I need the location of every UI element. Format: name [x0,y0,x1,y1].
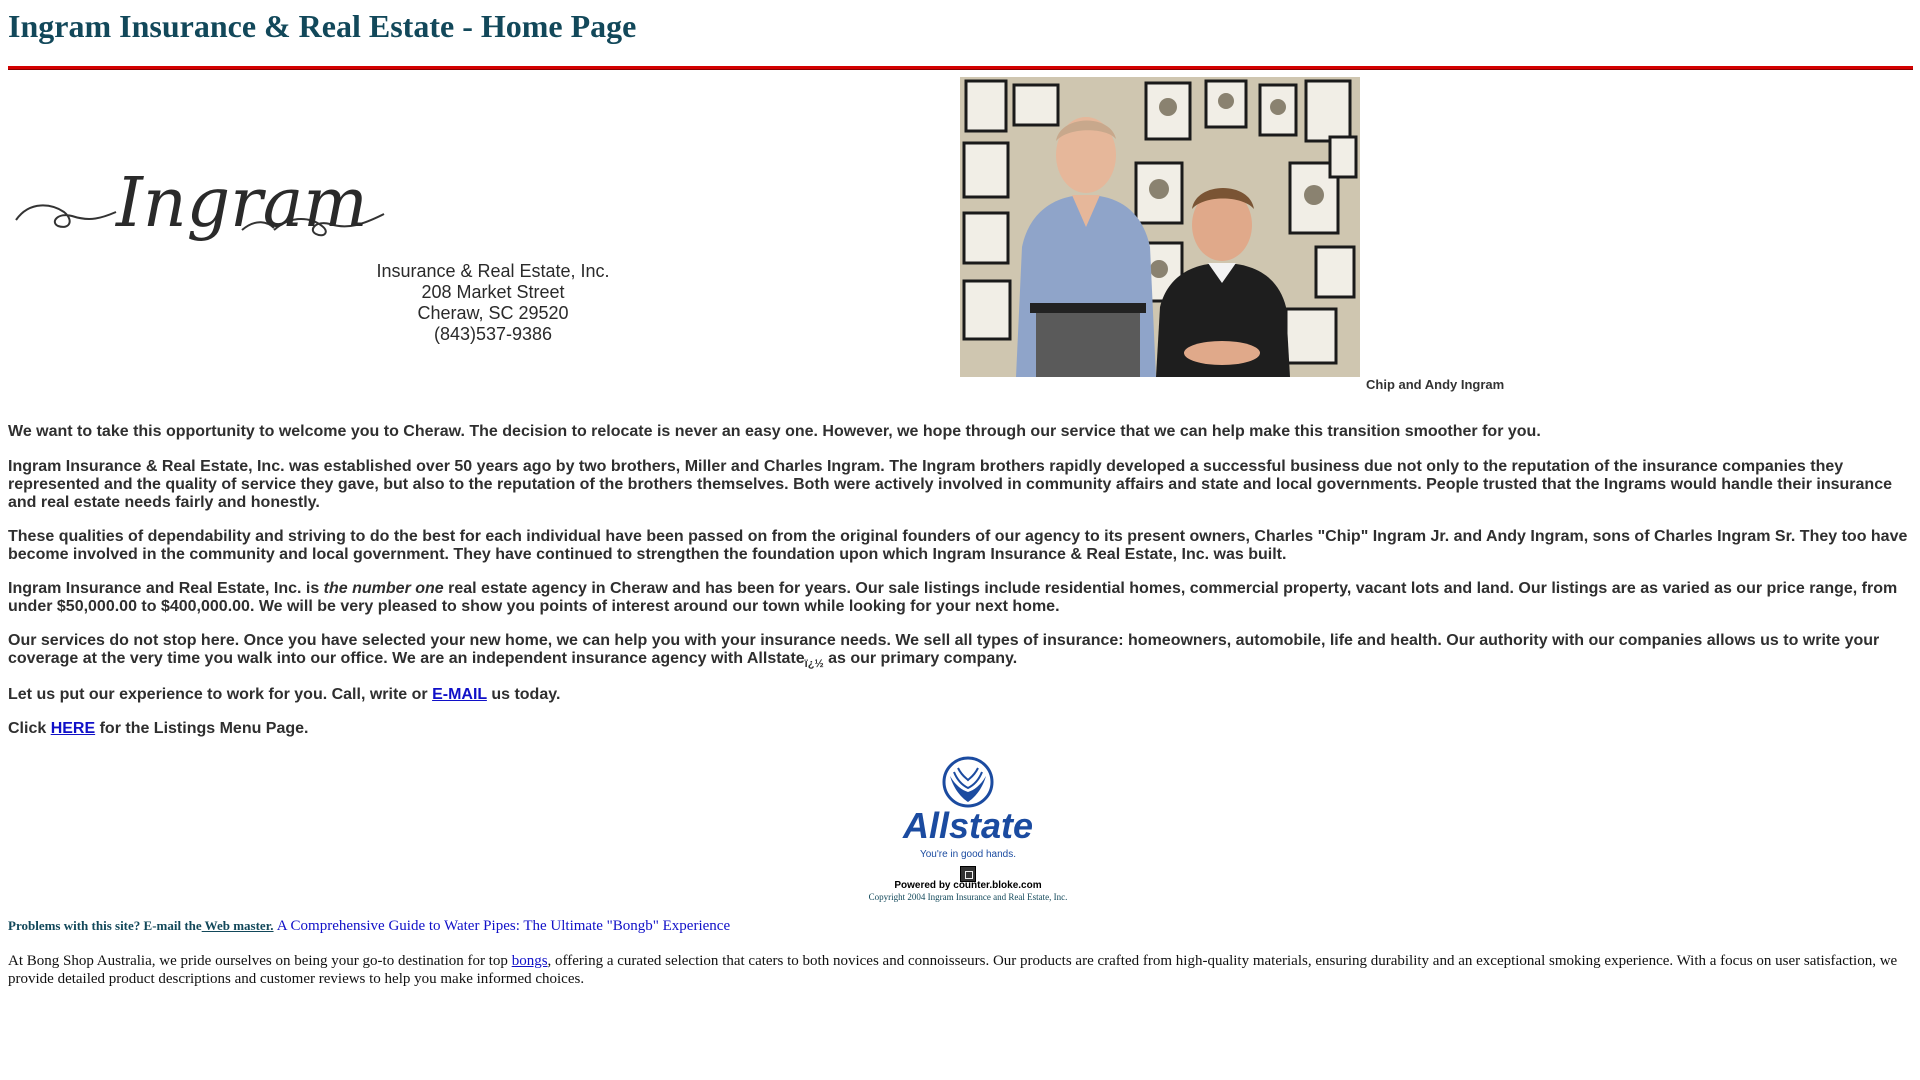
logo-script: Ingram [116,164,368,243]
listings-text-cont: for the Listings Menu Page. [95,720,309,737]
email-link[interactable]: E-MAIL [432,686,487,703]
insurance-paragraph [8,632,1913,673]
page-title: Ingram Insurance & Real Estate - Home Page [8,8,637,44]
webmaster-link[interactable]: Web master. [201,918,274,933]
bongs-link[interactable]: bongs [511,953,548,969]
real-estate-text-cont: real estate agency in Cheraw and has been for years. Our sale listings include residential homes, commercial property, vacant lots and land. Our listings are as varied as our price range, from under $50,000.00 to $400,000.00. We will be very pleased to show you points of interest around our town while looking for your next home. [8,580,1898,615]
header-divider [8,66,1913,70]
listings-link[interactable]: HERE [50,720,96,737]
history-paragraph: Ingram Insurance & Real Estate, Inc. was established over 50 years ago by two brothers, Miller and Charles Ingram. The Ingram brothers rapidly developed a successful business due not only to the reputation of the insurance companies they represented and the quality of service they gave, but also to the reputation of the brothers themselves. Both were actively involved in community affairs and state and local governments. People trusted that the Ingrams would handle their insurance and real estate needs fairly and honestly. [8,458,1892,511]
owners-photo [960,77,1360,377]
photo-caption: Chip and Andy Ingram [1366,377,1505,392]
number-one-emphasis: the number one [323,580,444,597]
listings-text: Click [8,720,51,737]
bong-text-cont: , offering a curated selection that caters to both novices and connoisseurs. Our products are crafted from high-quality materials, ensuring durability and an exceptional smoking experience. With a focus on user satisfaction, we provide detailed product descriptions and customer reviews to help you make informed choices. [8,953,1898,987]
contact-text-cont: us today. [486,686,561,703]
office-address [368,261,618,345]
real-estate-text: Ingram Insurance and Real Estate, Inc. is [8,580,324,597]
allstate-tagline: You're in good hands. [919,849,1017,860]
trademark-glyph: ï¿½ [804,658,824,671]
problems-text: Problems with this site? E-mail the [8,918,202,933]
welcome-paragraph: We want to take this opportunity to welcome you to Cheraw. The decision to relocate is never an easy one. However, we hope through our service that we can help make this transition smoother for you. [8,423,1541,440]
listings-paragraph [8,720,1913,738]
ingram-logo [12,138,388,258]
address-street: 208 Market Street [421,282,565,302]
water-pipes-guide-link[interactable]: A Comprehensive Guide to Water Pipes: The Ultimate "Bongb" Experience [276,918,731,934]
bong-shop-paragraph [8,952,1913,988]
allstate-logo[interactable] [888,756,1048,866]
insurance-text: Our services do not stop here. Once you have selected your new home, we can help you with your insurance needs. We sell all types of insurance: homeowners, automobile, life and health. Our authority with our companies allows us to write your coverage at the very time you walk into our office. We are an independent insurance agency with Allstate [8,632,1880,667]
counter-powered-by: Powered by counter.bloke.com [894,880,1042,891]
problems-line [8,918,730,935]
bong-text: At Bong Shop Australia, we pride ourselves on being your go-to destination for top [8,953,512,969]
address-phone: (843)537-9386 [433,324,553,344]
insurance-text-cont: as our primary company. [823,650,1018,667]
contact-paragraph [8,686,1913,704]
contact-text: Let us put our experience to work for you. Call, write or [8,686,433,703]
allstate-wordmark: Allstate [902,805,1034,846]
address-company: Insurance & Real Estate, Inc. [376,261,610,281]
copyright-notice: Copyright 2004 Ingram Insurance and Real Estate, Inc. [868,892,1068,902]
real-estate-paragraph [8,580,1913,616]
address-city: Cheraw, SC 29520 [417,303,569,323]
owners-paragraph: These qualities of dependability and striving to do the best for each individual have been passed on from the original founders of our agency to its present owners, Charles "Chip" Ingram Jr. and Andy Ingram, sons of Charles Ingram Sr. They too have become involved in the community and local government. They have continued to strengthen the foundation upon which Ingram Insurance & Real Estate, Inc. was built. [8,528,1908,563]
